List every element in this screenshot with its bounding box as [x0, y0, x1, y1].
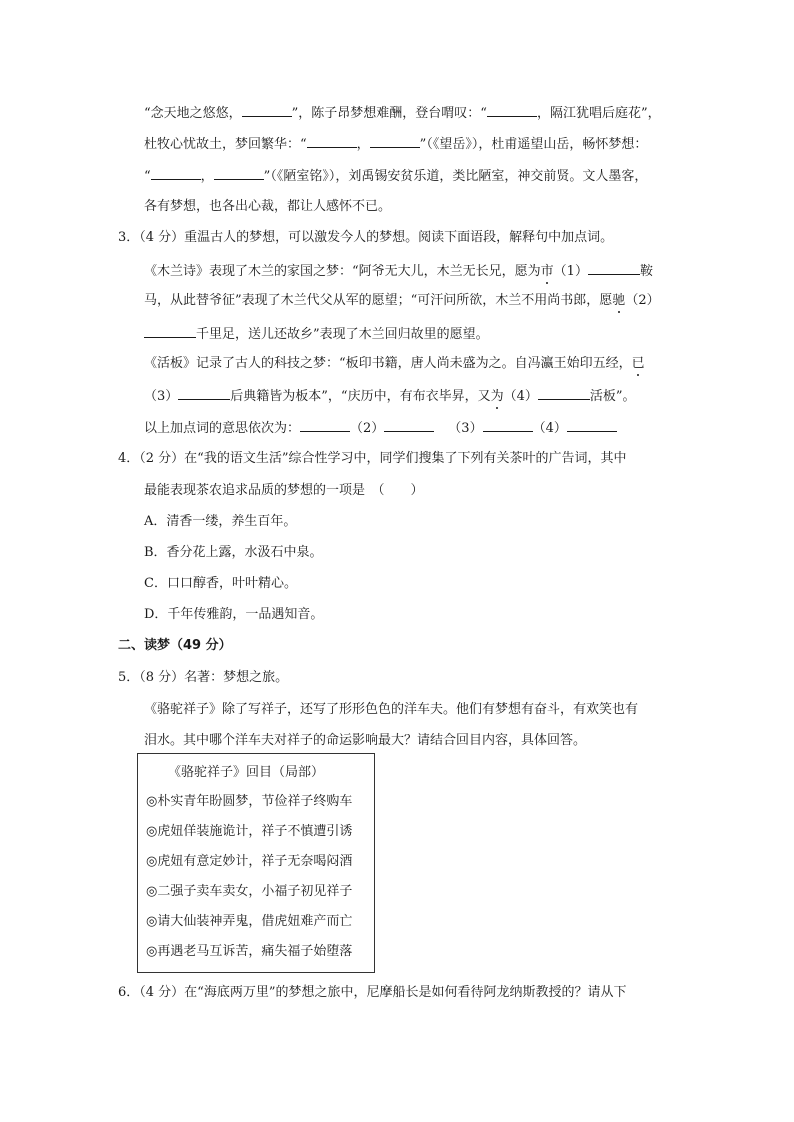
- chapter-list-box: [137, 753, 375, 973]
- chapter-item: ◎二强子卖车卖女，小福子初见祥子: [146, 884, 353, 899]
- q3-line-1: 《木兰诗》表现了木兰的家国之梦：“阿爷无大儿，木兰无长兄，愿为市（1） 鞍: [144, 261, 653, 281]
- q4-option-b[interactable]: B．香分花上露，水汲石中泉。: [144, 545, 323, 560]
- answer-blank[interactable]: [567, 418, 617, 432]
- answer-blank[interactable]: [151, 166, 201, 180]
- poem-line-2: 杜牧心忧故土，梦回繁华：“ ， ”（《望岳》），杜甫遥望山岳，畅怀梦想：: [144, 134, 647, 154]
- q4-option-c[interactable]: C．口口醇香，叶叶精心。: [144, 576, 297, 591]
- q4-stem-1: 4．（2 分）在“我的语文生活”综合性学习中，同学们搜集了下列有关茶叶的广告词，其中: [118, 451, 627, 466]
- dotted-char: 驰: [612, 293, 626, 308]
- q3-answer-line: 以上加点词的意思依次为： （2） （3） （4）: [144, 418, 617, 438]
- answer-blank[interactable]: [384, 418, 434, 432]
- chapter-item: ◎虎妞佯装施诡计，祥子不慎遭引诱: [146, 824, 353, 839]
- q3-line-3: 千里足，送儿还故乡”表现了木兰回归故里的愿望。: [144, 324, 489, 344]
- chapter-item: ◎朴实青年盼圆梦，节俭祥子终购车: [146, 794, 353, 809]
- poem-line-1: “念天地之悠悠， ”，陈子昂梦想难酬，登台喟叹：“ ，隔江犹唱后庭花”，: [144, 103, 661, 123]
- chapter-item: ◎虎妞有意定妙计，祥子无奈喝闷酒: [146, 854, 353, 869]
- q5-line-2: 泪水。其中哪个洋车夫对祥子的命运影响最大？请结合回目内容，具体回答。: [144, 733, 587, 748]
- q3-line-4: 《活板》记录了古人的科技之梦：“板印书籍，唐人尚未盛为之。自冯瀛王始印五经，已: [144, 356, 645, 371]
- q4-option-a[interactable]: A．清香一缕，养生百年。: [144, 514, 297, 529]
- poem-line-4: 各有梦想，也各出心裁，都让人感怀不已。: [144, 199, 392, 214]
- answer-blank[interactable]: [538, 386, 590, 400]
- q6-stem: 6．（4 分）在“海底两万里”的梦想之旅中，尼摩船长是如何看待阿龙纳斯教授的？请从下: [118, 985, 627, 1000]
- answer-blank[interactable]: [483, 418, 533, 432]
- answer-blank[interactable]: [300, 418, 350, 432]
- q3-stem: 3．（4 分）重温古人的梦想，可以激发今人的梦想。阅读下面语段，解释句中加点词。: [118, 230, 614, 245]
- dotted-char: 已: [631, 356, 645, 371]
- q4-option-d[interactable]: D．千年传雅韵，一品遇知音。: [144, 607, 324, 622]
- answer-blank[interactable]: [144, 324, 196, 338]
- q3-line-2: 马，从此替爷征”表现了木兰代父从军的愿望；“可汗问所欲，木兰不用尚书郎，愿驰（2）: [144, 293, 660, 308]
- answer-blank[interactable]: [487, 103, 537, 117]
- answer-blank[interactable]: [214, 166, 264, 180]
- dotted-char: 为: [490, 389, 504, 404]
- chapter-item: ◎请大仙装神弄鬼，借虎妞难产而亡: [146, 914, 353, 929]
- q5-stem: 5．（8 分）名著：梦想之旅。: [118, 670, 289, 685]
- q4-stem-2: 最能表现茶农追求品质的梦想的一项是 （ ）: [144, 483, 424, 498]
- poem-line-3: “ ， ”（《陋室铭》），刘禹锡安贫乐道，类比陋室，神交前贤。文人墨客，: [144, 166, 647, 186]
- answer-blank[interactable]: [370, 134, 420, 148]
- section-title: 二、读梦（49 分）: [118, 638, 232, 653]
- q5-line-1: 《骆驼祥子》除了写祥子，还写了形形色色的洋车夫。他们有梦想有奋斗，有欢笑也有: [144, 702, 639, 717]
- answer-blank[interactable]: [588, 261, 640, 275]
- q3-line-5: （3） 后典籍皆为板本”，“庆历中，有布衣毕昇，又为（4） 活板”。: [144, 386, 636, 406]
- chapter-item: ◎再遇老马互诉苦，痛失福子始堕落: [146, 944, 353, 959]
- answer-blank[interactable]: [307, 134, 357, 148]
- chapter-box-title: 《骆驼祥子》回目（局部）: [168, 765, 325, 780]
- dotted-char: 市: [540, 264, 554, 279]
- answer-blank[interactable]: [178, 386, 230, 400]
- answer-blank[interactable]: [242, 103, 292, 117]
